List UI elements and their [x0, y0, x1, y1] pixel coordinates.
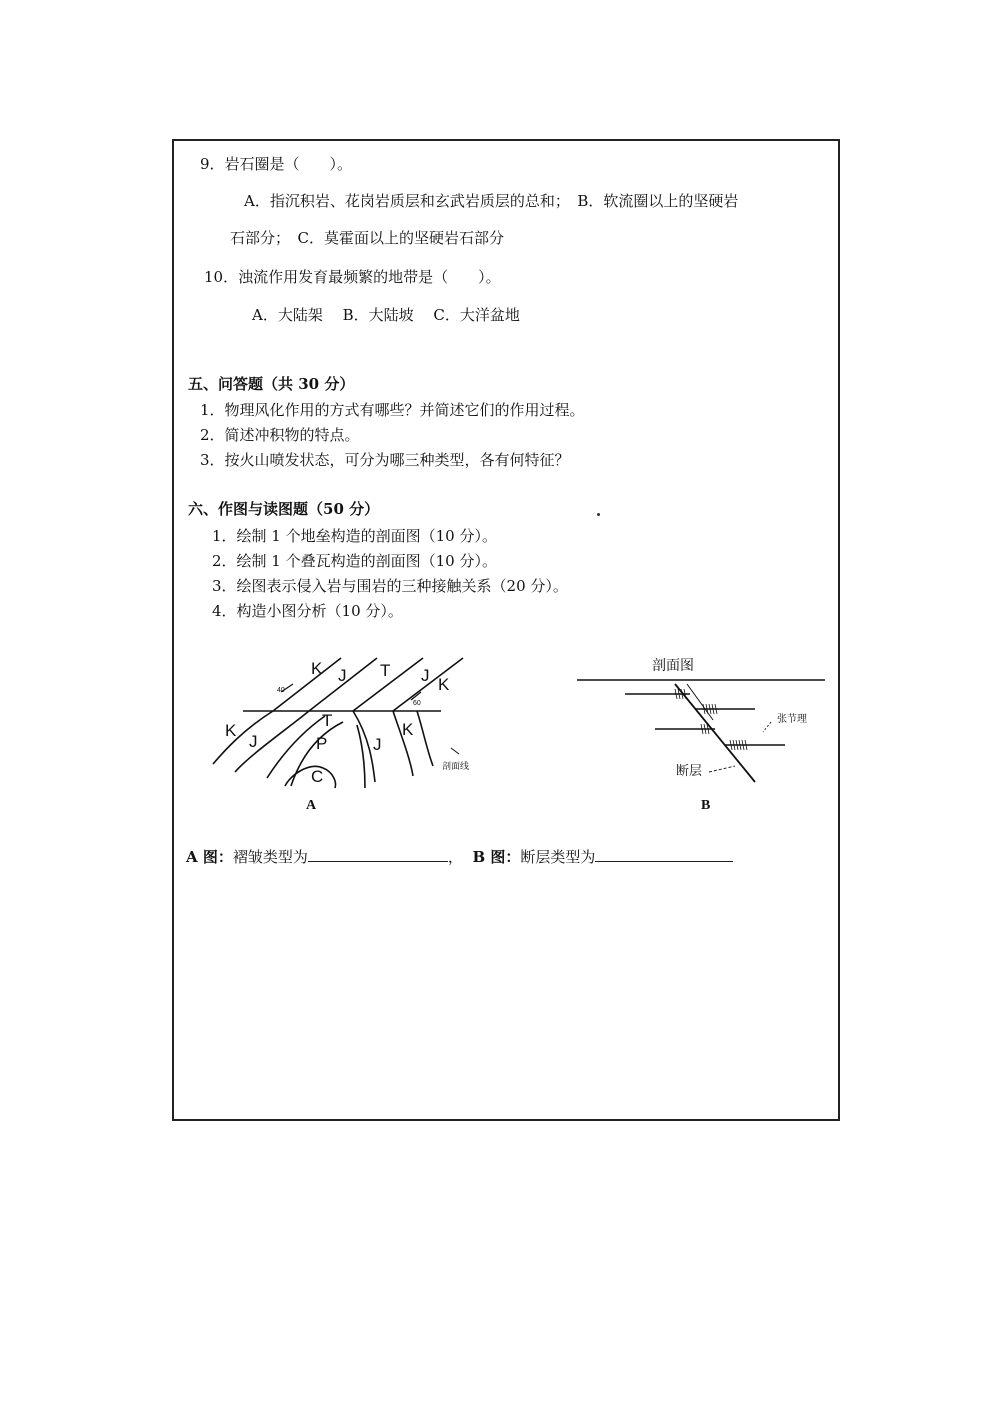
- figure-a-label: K: [225, 721, 237, 740]
- figure-a-section-line-label: 剖面线: [442, 762, 470, 772]
- section5-item-2: 2．简述冲积物的特点。: [200, 426, 360, 444]
- figure-a-caption: A: [306, 798, 317, 813]
- answer-a-blank[interactable]: [308, 847, 448, 862]
- figure-a-dip-left: 40: [277, 687, 285, 694]
- figure-a-label: T: [380, 661, 391, 680]
- section6-item-2: 2．绘制 1 个叠瓦构造的剖面图（10 分）。: [212, 552, 497, 570]
- figure-a-label: K: [438, 675, 450, 694]
- section6-item-3: 3．绘图表示侵入岩与围岩的三种接触关系（20 分）。: [212, 577, 568, 595]
- section6-title: 六、作图与读图题（50 分）: [188, 500, 380, 518]
- figure-a-label: J: [421, 666, 430, 685]
- figure-a-label: T: [322, 711, 333, 730]
- q9-options-line1: A．指沉积岩、花岗岩质层和玄武岩质层的总和； B．软流圈以上的坚硬岩: [244, 192, 739, 210]
- figure-a-label: J: [338, 666, 347, 685]
- scan-speck: [597, 513, 600, 516]
- section5-title: 五、问答题（共 30 分）: [188, 375, 355, 393]
- q10-stem: 10．浊流作用发育最频繁的地带是（ ）。: [204, 268, 501, 286]
- figure-a-label: J: [249, 732, 258, 751]
- figure-a-label: K: [311, 659, 323, 678]
- q9-stem: 9．岩石圈是（ ）。: [200, 155, 353, 173]
- figure-b-fault-label: 断层: [676, 764, 703, 779]
- figure-b-fault-section: [575, 672, 830, 787]
- section5-item-3: 3．按火山喷发状态，可分为哪三种类型，各有何特征？: [200, 451, 570, 469]
- answer-line: [186, 847, 733, 866]
- exam-page-frame: [172, 139, 840, 1121]
- answer-a-text: 褶皱类型为: [232, 848, 308, 866]
- answer-separator: ，: [447, 848, 463, 866]
- answer-a-prefix: A 图：: [186, 848, 233, 866]
- figure-a-fold-map: [205, 650, 495, 800]
- q10-options: A．大陆架 B．大陆坡 C．大洋盆地: [252, 306, 520, 324]
- answer-b-blank[interactable]: [595, 847, 733, 862]
- figure-b-caption: B: [701, 798, 711, 813]
- section5-item-1: 1．物理风化作用的方式有哪些？并简述它们的作用过程。: [200, 401, 585, 419]
- figure-b-joint-label: 张节理: [777, 714, 807, 725]
- section6-item-4: 4．构造小图分析（10 分）。: [212, 602, 403, 620]
- answer-b-prefix: B 图：: [472, 848, 521, 866]
- figure-a-label: P: [316, 734, 328, 753]
- section6-item-1: 1．绘制 1 个地垒构造的剖面图（10 分）。: [212, 527, 497, 545]
- figure-a-label: C: [311, 767, 324, 786]
- answer-b-text: 断层类型为: [520, 848, 596, 866]
- figure-a-label: J: [373, 735, 382, 754]
- figure-a-label: K: [402, 720, 414, 739]
- figure-b-title: 剖面图: [652, 658, 694, 674]
- q9-options-line2: 石部分； C．莫霍面以上的坚硬岩石部分: [230, 229, 504, 247]
- figure-a-dip-right: 60: [413, 700, 421, 707]
